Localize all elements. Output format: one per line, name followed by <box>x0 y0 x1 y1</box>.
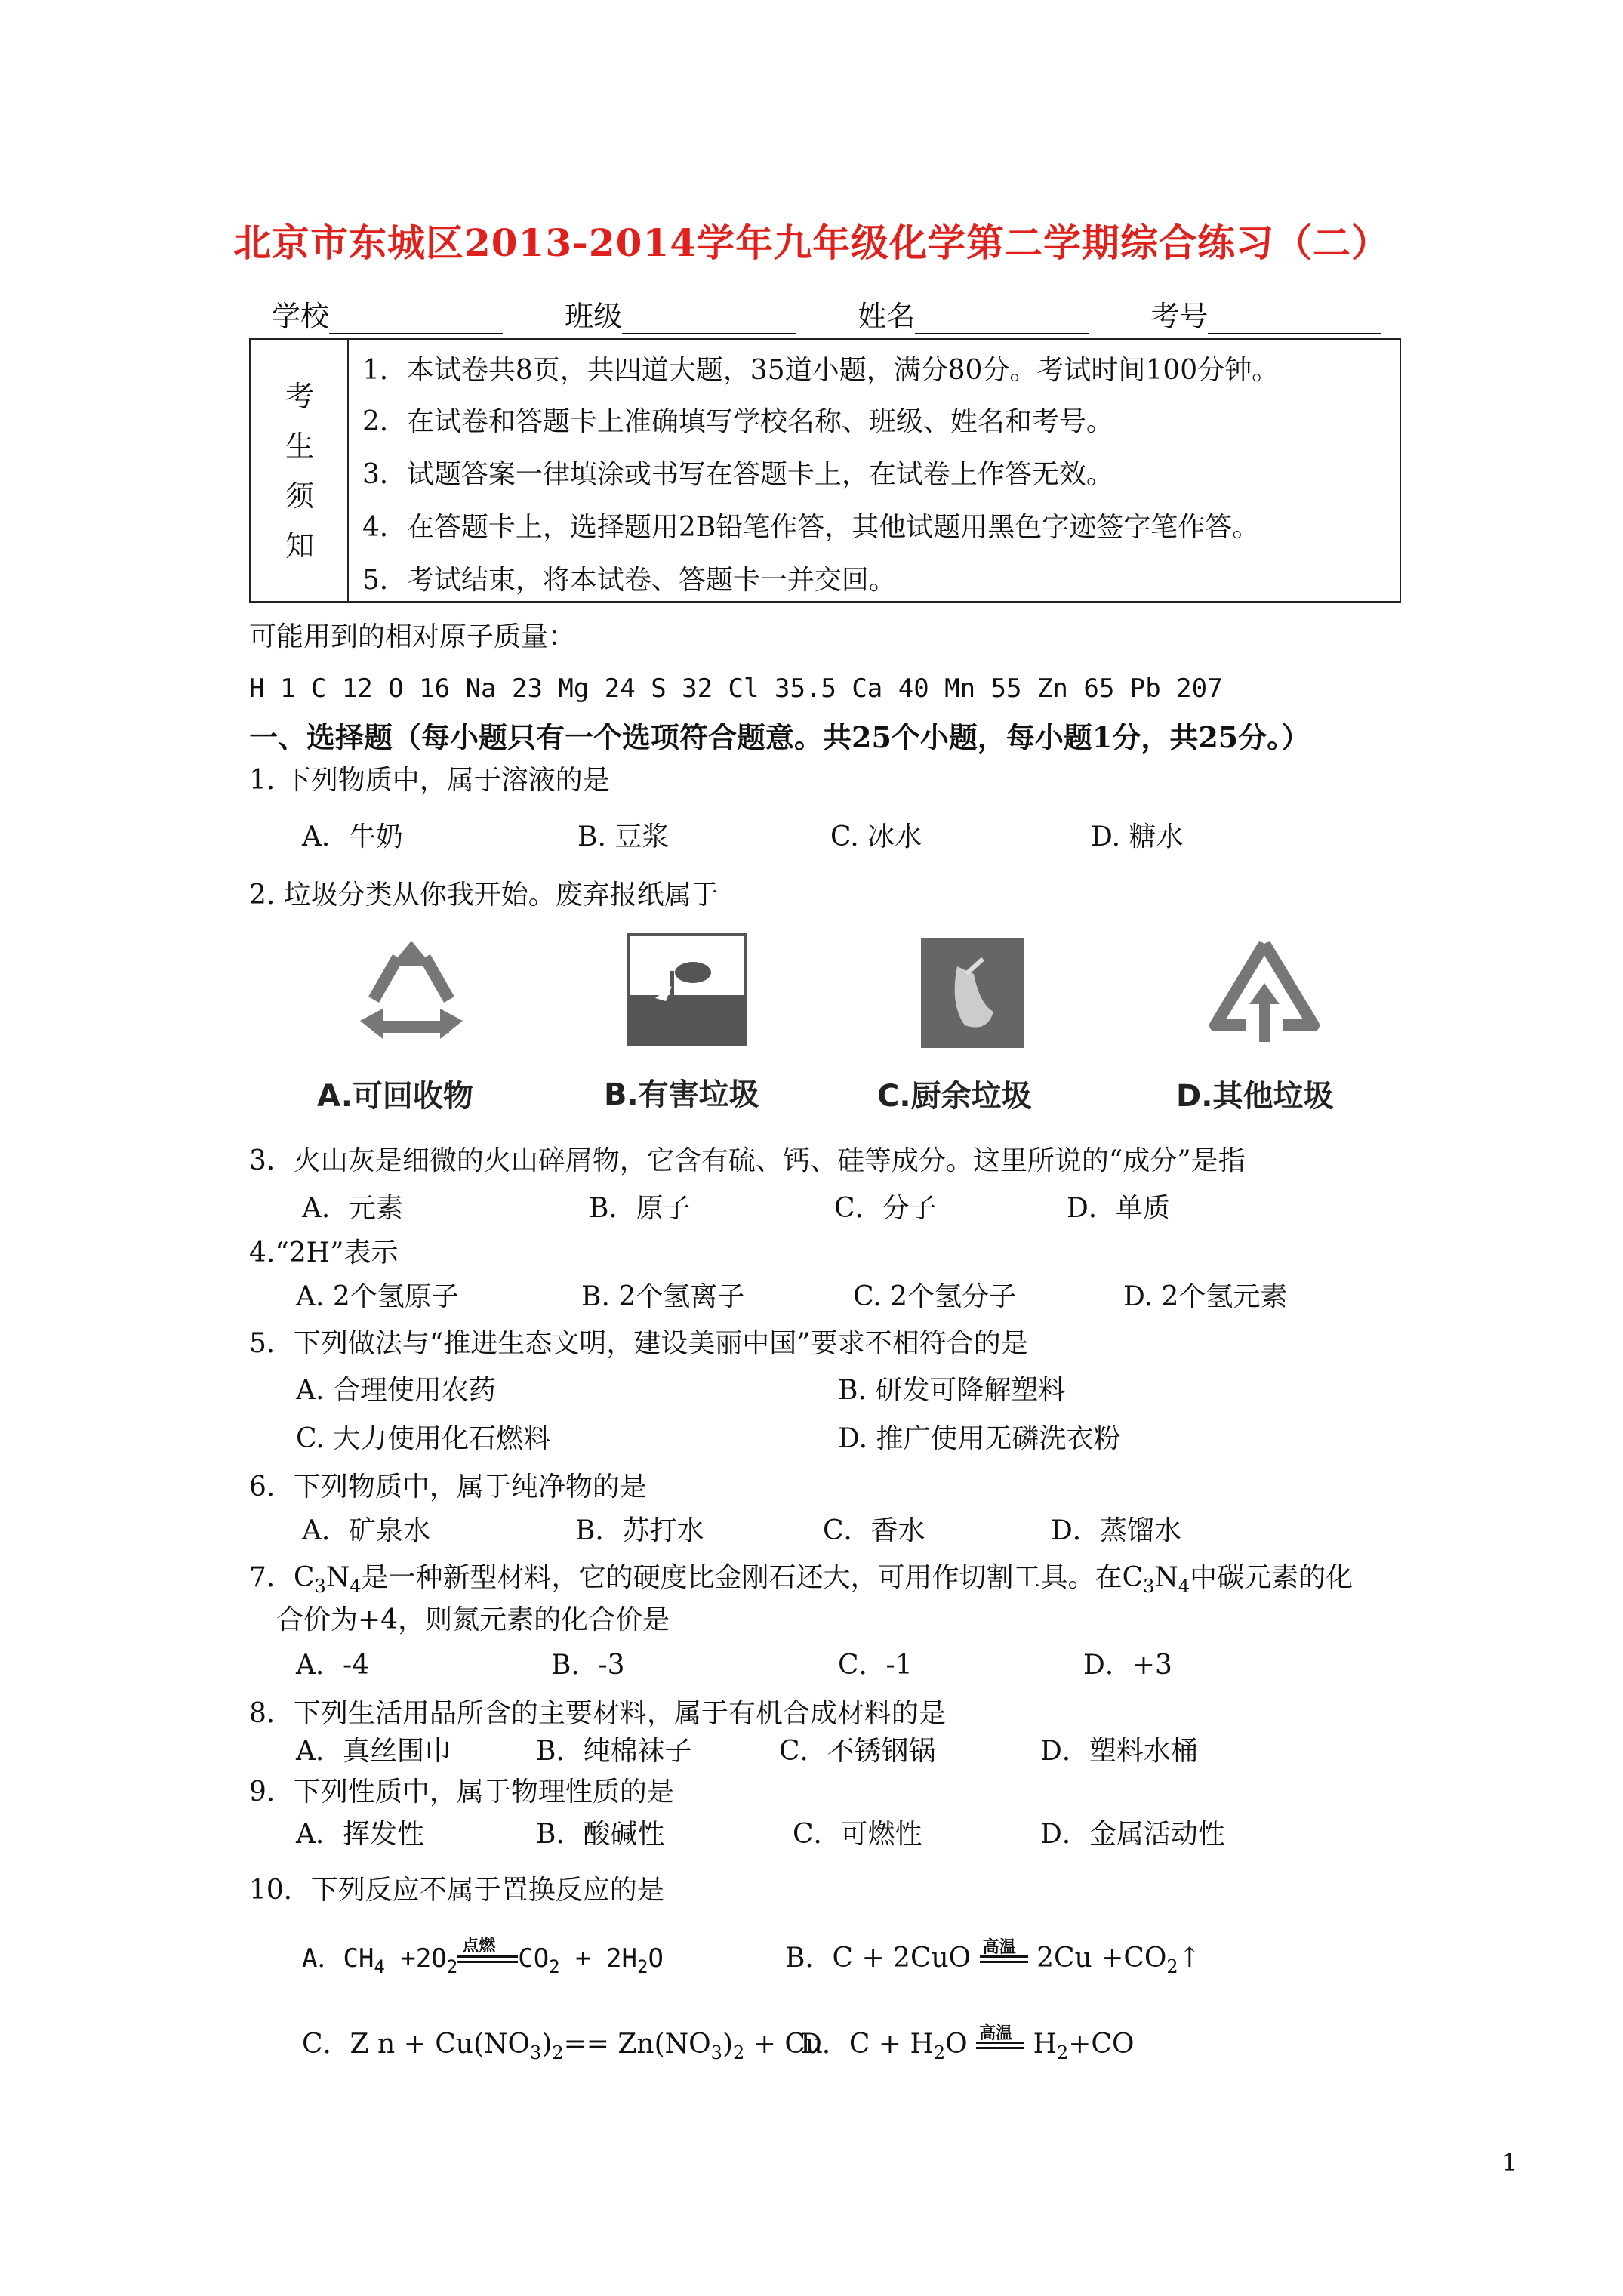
eq-text: C．Z n + Cu(NO <box>302 2029 531 2060</box>
q10-option-c <box>302 2026 823 2071</box>
double-line <box>980 1955 1028 1963</box>
kitchen-waste-icon <box>919 936 1025 1052</box>
q4-option-c: C. 2个氢分子 <box>853 1281 1017 1312</box>
high-temp-condition-sign <box>976 2024 1024 2061</box>
eq-subscript: 4 <box>374 1956 385 1977</box>
q6-option-a: A．矿泉水 <box>302 1515 430 1546</box>
class-blank <box>622 306 796 334</box>
q2-option-b: B.有害垃圾 <box>604 1077 759 1112</box>
eq-subscript: 3 <box>530 2042 542 2063</box>
q7-option-b: B．-3 <box>551 1650 625 1681</box>
q4-option-a: A. 2个氢原子 <box>296 1281 459 1312</box>
q5-option-a: A. 合理使用农药 <box>296 1375 496 1406</box>
eq-text: 2Cu +CO <box>1036 1943 1167 1974</box>
notice-side-char: 须 <box>285 479 314 513</box>
notice-side-char: 考 <box>285 380 314 413</box>
q2-option-d: D.其他垃圾 <box>1176 1079 1334 1114</box>
question-8-stem: 8．下列生活用品所含的主要材料，属于有机合成材料的是 <box>249 1698 946 1729</box>
name-blank <box>915 306 1089 334</box>
question-10-stem: 10．下列反应不属于置换反应的是 <box>249 1875 664 1906</box>
question-9-stem: 9．下列性质中，属于物理性质的是 <box>249 1777 674 1808</box>
q10-option-d <box>800 2026 1134 2071</box>
q1-option-d: D. 糖水 <box>1091 821 1184 852</box>
eq-subscript: 2 <box>549 1956 560 1977</box>
eq-text: O <box>648 1943 664 1974</box>
eq-text: H <box>1033 2029 1057 2060</box>
q7-subscript: 4 <box>350 1576 362 1597</box>
section-1-heading: 一、选择题（每小题只有一个选项符合题意。共25个小题，每小题1分，共25分。） <box>249 720 1310 754</box>
q9-option-b: B．酸碱性 <box>536 1819 665 1850</box>
ignite-condition-sign <box>457 1936 518 1975</box>
info-label-name: 姓名 <box>858 300 916 333</box>
eq-text: ) <box>722 2029 733 2060</box>
q7-text: 是一种新型材料，它的硬度比金刚石还大，可用作切割工具。在C <box>361 1562 1144 1593</box>
eq-text: O <box>945 2029 968 2060</box>
exam-no-blank <box>1208 306 1381 334</box>
q5-option-c: C. 大力使用化石燃料 <box>296 1423 551 1454</box>
eq-text: ) <box>541 2029 553 2060</box>
high-temp-condition-label: 高温 <box>979 2024 1013 2043</box>
question-6-stem: 6．下列物质中，属于纯净物的是 <box>249 1472 647 1502</box>
q8-option-b: B．纯棉袜子 <box>536 1736 692 1767</box>
eq-text: D．C + H <box>800 2029 934 2060</box>
question-1-stem: 1. 下列物质中，属于溶液的是 <box>249 765 610 796</box>
question-3-stem: 3．火山灰是细微的火山碎屑物，它含有硫、钙、硅等成分。这里所说的“成分”是指 <box>249 1145 1246 1176</box>
eq-subscript: 2 <box>636 1956 648 1977</box>
atomic-mass-list: H 1 C 12 O 16 Na 23 Mg 24 S 32 Cl 35.5 Ca 40 Mn 55 Zn 65 Pb 207 <box>249 673 1223 704</box>
q7-text: N <box>325 1562 350 1593</box>
q7-option-a: A．-4 <box>296 1650 370 1681</box>
notice-box <box>249 338 1401 603</box>
eq-subscript: 2 <box>933 2042 946 2063</box>
info-label-exam-no: 考号 <box>1150 300 1209 333</box>
question-4-stem: 4.“2H”表示 <box>249 1237 399 1268</box>
q2-option-c: C.厨余垃圾 <box>877 1079 1032 1114</box>
question-2-stem: 2. 垃圾分类从你我开始。废弃报纸属于 <box>249 880 719 911</box>
info-label-school: 学校 <box>272 300 330 333</box>
q5-option-d: D. 推广使用无磷洗衣粉 <box>838 1423 1121 1454</box>
q10-option-a <box>302 1936 664 1985</box>
notice-rule: 2．在试卷和答题卡上准确填写学校名称、班级、姓名和考号。 <box>362 406 1113 437</box>
q9-option-a: A．挥发性 <box>296 1819 424 1850</box>
recycle-icon <box>343 936 479 1060</box>
q4-option-b: B. 2个氢离子 <box>581 1281 745 1312</box>
eq-text: + Cu <box>744 2029 824 2060</box>
q7-subscript: 4 <box>1178 1576 1190 1597</box>
notice-rule: 5．考试结束，将本试卷、答题卡一并交回。 <box>362 565 896 596</box>
q7-option-d: D．+3 <box>1083 1650 1172 1681</box>
eq-text: CO <box>518 1943 550 1974</box>
eq-subscript: 2 <box>552 2042 564 2063</box>
q8-option-d: D．塑料水桶 <box>1040 1736 1198 1767</box>
q7-text: N <box>1154 1562 1178 1593</box>
q2-option-a: A.可回收物 <box>317 1079 473 1114</box>
q10-option-b <box>785 1940 1201 1985</box>
eq-subscript: 2 <box>1166 1956 1178 1977</box>
eq-text: +2O <box>384 1943 447 1974</box>
gas-arrow-icon: ↑ <box>1178 1943 1201 1974</box>
school-blank <box>329 306 503 334</box>
ignite-condition-label: 点燃 <box>462 1936 496 1955</box>
high-temp-condition-label: 高温 <box>982 1938 1016 1957</box>
other-waste-icon <box>1200 936 1329 1052</box>
q4-option-d: D. 2个氢元素 <box>1123 1281 1288 1312</box>
notice-rule: 4．在答题卡上，选择题用2B铅笔作答，其他试题用黑色字迹签字笔作答。 <box>362 512 1260 543</box>
q6-option-b: B．苏打水 <box>575 1515 704 1546</box>
info-label-class: 班级 <box>565 300 623 333</box>
notice-rule: 1．本试卷共8页，共四道大题，35道小题，满分80分。考试时间100分钟。 <box>362 355 1280 386</box>
q8-option-a: A．真丝围巾 <box>296 1736 451 1767</box>
q1-option-c: C. 冰水 <box>830 821 922 852</box>
q7-text: 中碳元素的化 <box>1190 1562 1354 1593</box>
q3-option-a: A．元素 <box>302 1193 403 1224</box>
q7-subscript: 3 <box>1143 1576 1155 1597</box>
q9-option-c: C．可燃性 <box>793 1819 922 1850</box>
double-line <box>457 1955 518 1963</box>
q3-option-b: B．原子 <box>589 1193 691 1224</box>
eq-text: == Zn(NO <box>563 2029 711 2060</box>
q6-option-c: C．香水 <box>823 1515 925 1546</box>
question-7-stem-line2: 合价为+4，则氮元素的化合价是 <box>276 1604 670 1635</box>
question-7-stem <box>249 1560 1353 1604</box>
q7-subscript: 3 <box>314 1576 326 1597</box>
eq-subscript: 2 <box>446 1956 458 1977</box>
notice-side-label <box>251 340 349 601</box>
eq-text: + 2H <box>559 1943 637 1974</box>
high-temp-condition-sign <box>980 1938 1028 1975</box>
eq-subscript: 2 <box>733 2042 745 2063</box>
q6-option-d: D．蒸馏水 <box>1051 1515 1181 1546</box>
question-5-stem: 5．下列做法与“推进生态文明，建设美丽中国”要求不相符合的是 <box>249 1328 1028 1359</box>
q9-option-d: D．金属活动性 <box>1040 1819 1225 1850</box>
page-number: 1 <box>1501 2148 1517 2177</box>
eq-subscript: 2 <box>1056 2042 1069 2063</box>
eq-subscript: 3 <box>710 2042 722 2063</box>
notice-side-char: 知 <box>285 529 314 562</box>
q7-option-c: C．-1 <box>838 1650 913 1681</box>
q1-option-a: A．牛奶 <box>302 821 403 852</box>
q1-option-b: B. 豆浆 <box>577 821 670 852</box>
q5-option-b: B. 研发可降解塑料 <box>838 1375 1066 1406</box>
atomic-mass-label: 可能用到的相对原子质量： <box>249 621 576 652</box>
eq-text: +CO <box>1068 2029 1135 2060</box>
q3-option-c: C．分子 <box>834 1193 937 1224</box>
eq-text: A．CH <box>302 1943 374 1974</box>
hazardous-waste-icon <box>627 933 747 1049</box>
double-line <box>976 2042 1024 2049</box>
student-info-row <box>272 293 1381 334</box>
q7-text: 7．C <box>249 1562 315 1593</box>
notice-rule: 3．试题答案一律填涂或书写在答题卡上，在试卷上作答无效。 <box>362 459 1113 490</box>
eq-text: B．C + 2CuO <box>785 1943 972 1974</box>
notice-side-char: 生 <box>285 430 314 463</box>
q3-option-d: D．单质 <box>1067 1193 1170 1224</box>
page-title: 北京市东城区2013-2014学年九年级化学第二学期综合练习（二） <box>233 220 1390 265</box>
q8-option-c: C．不锈钢锅 <box>779 1736 936 1767</box>
